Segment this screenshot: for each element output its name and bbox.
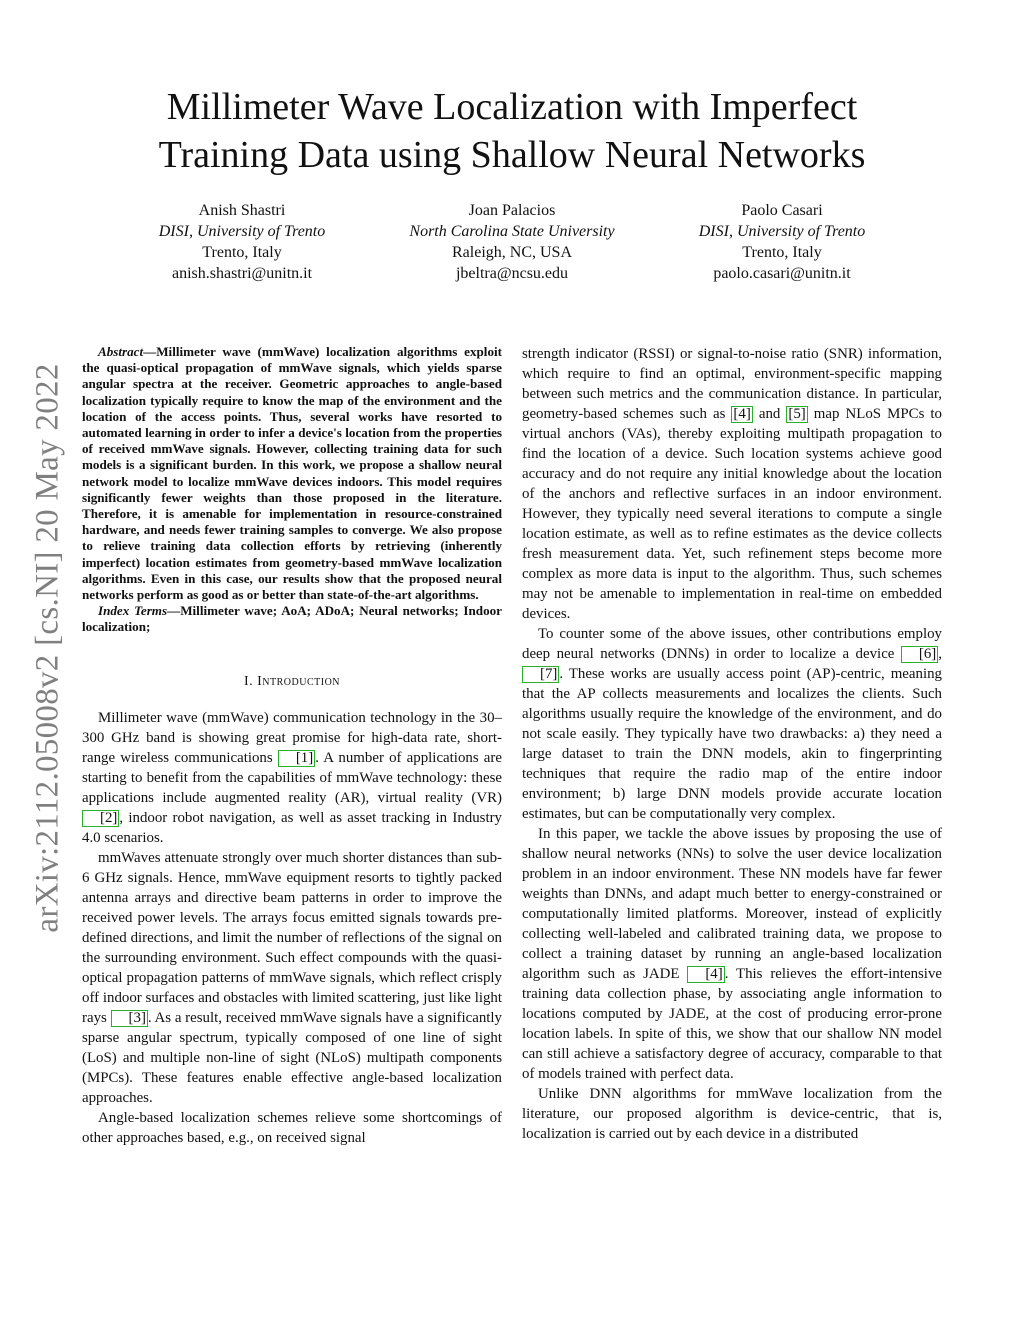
author-email: anish.shastri@unitn.it: [171, 265, 313, 282]
author-location: Trento, Italy: [202, 244, 282, 261]
body-paragraph: [82, 708, 502, 848]
citation-link[interactable]: [3]: [111, 1010, 148, 1027]
body-paragraph: [522, 824, 942, 1084]
paper-title-line-2: Training Data using Shallow Neural Networks: [158, 134, 866, 176]
citation-link[interactable]: [6]: [901, 646, 938, 663]
paragraph-text: To counter some of the above issues, other contributions employ deep neural networks (DNNs) in order to localize a device: [522, 626, 942, 662]
index-terms-text: —Millimeter wave; AoA; ADoA; Neural networks; Indoor localization;: [82, 603, 502, 635]
paragraph-text: and: [752, 406, 787, 422]
paragraph-text: In this paper, we tackle the above issues by proposing the use of shallow neural networks (NNs) to solve the user device localization problem in an indoor environment. These NN models have far fewer weights than DNNs, and adapt much better to energy-constrained or computationally limited platforms. Moreover, instead of explicitly collecting well-labeled and calibrated training data, we propose to collect a training dataset by running an angle-based localization algorithm such as JADE: [522, 826, 942, 982]
author-affiliation: North Carolina State University: [409, 223, 615, 240]
index-terms-label: Index Terms: [98, 603, 168, 619]
citation-link[interactable]: [5]: [788, 406, 806, 422]
section-heading-introduction: [82, 672, 502, 692]
author-affiliation: DISI, University of Trento: [698, 223, 866, 240]
author-location: Raleigh, NC, USA: [452, 244, 572, 261]
citation-link[interactable]: [1]: [278, 750, 315, 767]
paragraph-text: strength indicator (RSSI) or signal-to-noise ratio (SNR) information, which require to find an optimal, environment-specific mapping between such metrics and the communication distance. In particular, geometry-based schemes such as: [522, 346, 942, 422]
author-block-3: [632, 200, 932, 284]
body-paragraph: [82, 848, 502, 1108]
author-block-2: [362, 200, 662, 284]
author-affiliation: DISI, University of Trento: [158, 223, 326, 240]
paragraph-text: map NLoS MPCs to virtual anchors (VAs), thereby exploiting multipath propagation to find the location of a device. Such location systems achieve good accuracy and do not require any initial knowledge about the location of the anchors and reflective surfaces in an indoor environment. However, they typically need several iterations to compute a single location estimate, as well as to refine estimates as the device collects fresh measurement data. Yet, such refinement steps become more complex as more data is input to the algorithm. Thus, such schemes may not be amenable to implementation in real-time on embedded devices.: [522, 406, 942, 622]
right-column: [522, 344, 942, 1144]
section-number: I.: [243, 673, 254, 689]
citation-link[interactable]: [7]: [522, 666, 559, 683]
author-email: paolo.casari@unitn.it: [713, 265, 851, 282]
paper-title-line-1: Millimeter Wave Localization with Imperfect: [166, 86, 858, 128]
right-column-body: [522, 344, 942, 1144]
body-paragraph: [82, 1108, 502, 1148]
citation-link[interactable]: [4]: [733, 406, 751, 422]
paragraph-text: . A number of applications are starting to benefit from the capabilities of mmWave technology: these applications include augmented reality (AR), virtual reality (VR): [82, 749, 502, 806]
body-paragraph: [522, 1084, 942, 1144]
abstract-label: Abstract: [98, 344, 144, 359]
citation-link[interactable]: [2]: [82, 810, 119, 827]
left-column-body: [82, 708, 502, 1148]
paragraph-text: ,: [938, 646, 942, 662]
abstract-text: —Millimeter wave (mmWave) localization algorithms exploit the quasi-optical propagation of mmWave signals, which yields sparse angular spectra at the receiver. Geometric approaches to angle-based localization typically require to know the map of the environment and the location of the access points. Thus, several works have resorted to automated learning in order to infer a device's location from the properties of received mmWave signals. However, collecting training data for such models is a significant burden. In this work, we propose a shallow neural network model to localize mmWave devices indoors. This model requires significantly fewer weights than those proposed in the literature. Therefore, it is amenable for implementation in resource-constrained hardware, and needs fewer training samples to converge. We also propose to relieve training data collection efforts by retrieving (inherently imperfect) location estimates from geometry-based mmWave localization algorithms. Even in this case, our results show that the proposed neural networks perform as good as or better than state-of-the-art algorithms.: [82, 344, 502, 603]
paragraph-text: . This relieves the effort-intensive training data collection phase, by associating angle information to locations computed by JADE, at the cost of producing error-prone location labels. In spite of this, we show that our shallow NN model can still achieve a satisfactory degree of accuracy, comparable to that of models trained with perfect data.: [522, 966, 942, 1082]
author-name: Joan Palacios: [468, 202, 556, 219]
author-name: Paolo Casari: [741, 202, 823, 219]
author-name: Anish Shastri: [198, 202, 286, 219]
citation-link[interactable]: [4]: [687, 966, 724, 983]
paragraph-text: mmWaves attenuate strongly over much shorter distances than sub-6 GHz signals. Hence, mmWave equipment resorts to tightly packed antenna arrays and directive beam patterns in order to improve the received power levels. The arrays focus emitted signals towards pre-defined directions, and limit the number of reflections of the signal on the surrounding environment. Such effect compounds with the quasi-optical propagation patterns of mmWave signals, which reflect crisply off indoor surfaces and obstacles with limited scattering, just like light rays: [82, 849, 502, 1026]
paragraph-text: Millimeter wave (mmWave) communication technology in the 30–300 GHz band is showing great promise for high-data rate, short-range wireless communications: [82, 709, 502, 766]
paragraph-text: , indoor robot navigation, as well as asset tracking in Industry 4.0 scenarios.: [82, 809, 502, 846]
author-email: jbeltra@ncsu.edu: [455, 265, 569, 282]
author-location: Trento, Italy: [742, 244, 822, 261]
body-paragraph: [522, 344, 942, 624]
index-terms: [82, 603, 502, 635]
section-title: Introduction: [257, 673, 341, 689]
arxiv-identifier: arXiv:2112.05008v2 [cs.NI] 20 May 2022: [29, 363, 66, 933]
paragraph-text: . These works are usually access point (AP)-centric, meaning that the AP collects measurements and localizes the clients. Such algorithms usually require the knowledge of the environment, and do not scale easily. They typically have two drawbacks: a) they need a large dataset to train the DNN models, akin to fingerprinting techniques that require the radio map of the entire indoor environment; b) large DNN models provide accurate location estimates, but can be computationally very complex.: [522, 666, 942, 822]
paragraph-text: . As a result, received mmWave signals have a significantly sparse angular spectrum, typically composed of one line of sight (LoS) and multiple non-line of sight (NLoS) multipath components (MPCs). These features enable effective angle-based localization approaches.: [82, 1009, 502, 1106]
paragraph-text: Angle-based localization schemes relieve some shortcomings of other approaches based, e.g., on received signal: [82, 1109, 502, 1146]
left-column: [82, 344, 502, 1148]
author-block-1: [92, 200, 392, 284]
abstract: [82, 344, 502, 603]
paragraph-text: Unlike DNN algorithms for mmWave localization from the literature, our proposed algorithm is device-centric, that is, localization is carried out by each device in a distributed: [522, 1086, 942, 1142]
body-paragraph: [522, 624, 942, 824]
